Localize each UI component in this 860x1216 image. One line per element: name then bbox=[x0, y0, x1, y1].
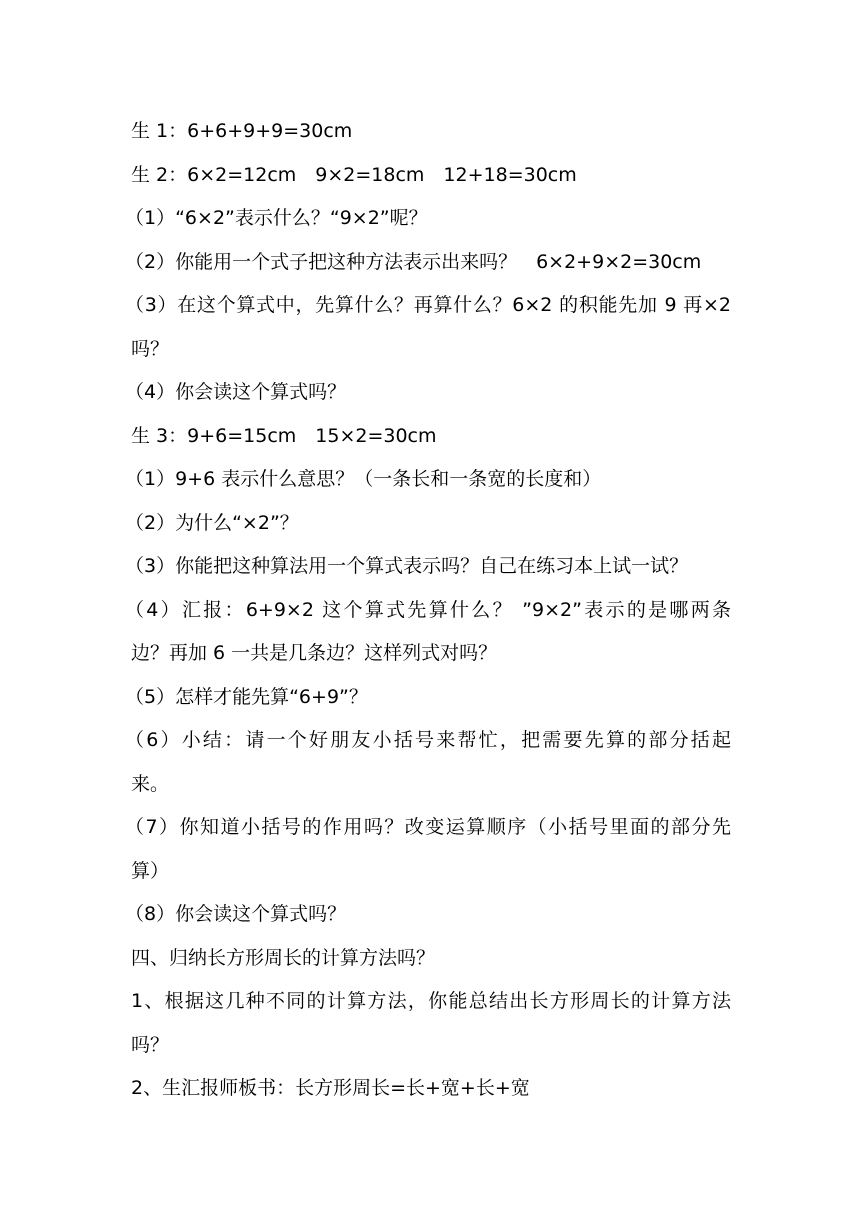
text-line-question-1: （1）“6×2”表示什么？“9×2”呢？ bbox=[125, 207, 428, 229]
text-line-question-3: （3）在这个算式中，先算什么？再算什么？6×2 的积能先加 9 再×2 bbox=[125, 294, 731, 316]
text-line-s3-question-4: （4）汇报：6+9×2 这个算式先算什么？ ”9×2”表示的是哪两条 bbox=[125, 598, 731, 621]
text-line-s3-question-2: （2）为什么“×2”？ bbox=[125, 511, 299, 534]
section-heading-four: 四、归纳长方形周长的计算方法吗？ bbox=[131, 946, 436, 969]
text-line-item-2: 2、生汇报师板书：长方形周长=长+宽+长+宽 bbox=[131, 1077, 530, 1099]
text-line-s3-question-1: （1）9+6 表示什么意思？（一条长和一条宽的长度和） bbox=[125, 468, 602, 490]
text-line-question-3-cont: 吗？ bbox=[131, 337, 170, 360]
document-body bbox=[125, 110, 731, 1111]
text-line-student-3: 生 3：9+6=15cm 15×2=30cm bbox=[131, 424, 437, 447]
text-line-item-1: 1、根据这几种不同的计算方法，你能总结出长方形周长的计算方法 bbox=[131, 990, 731, 1012]
text-line-s3-question-4-cont: 边？再加 6 一共是几条边？这样列式对吗？ bbox=[131, 642, 498, 664]
text-line-student-1: 生 1：6+6+9+9=30cm bbox=[131, 120, 353, 142]
text-line-s3-question-8: （8）你会读这个算式吗？ bbox=[125, 903, 347, 925]
text-line-question-2: （2）你能用一个式子把这种方法表示出来吗？ 6×2+9×2=30cm bbox=[125, 250, 702, 273]
text-line-student-2: 生 2：6×2=12cm 9×2=18cm 12+18=30cm bbox=[131, 163, 577, 186]
text-line-s3-summary-cont: 来。 bbox=[131, 772, 170, 795]
text-line-s3-question-5: （5）怎样才能先算“6+9”？ bbox=[125, 685, 368, 708]
text-line-item-1-cont: 吗？ bbox=[131, 1033, 170, 1056]
text-line-s3-question-3: （3）你能把这种算法用一个算式表示吗？自己在练习本上试一试？ bbox=[125, 555, 689, 577]
text-line-s3-summary: （6）小结：请一个好朋友小括号来帮忙，把需要先算的部分括起 bbox=[125, 729, 731, 751]
text-line-s3-question-7: （7）你知道小括号的作用吗？改变运算顺序（小括号里面的部分先 bbox=[125, 816, 731, 838]
text-line-question-4: （4）你会读这个算式吗？ bbox=[125, 381, 347, 403]
text-line-s3-question-7-cont: 算） bbox=[131, 859, 170, 882]
